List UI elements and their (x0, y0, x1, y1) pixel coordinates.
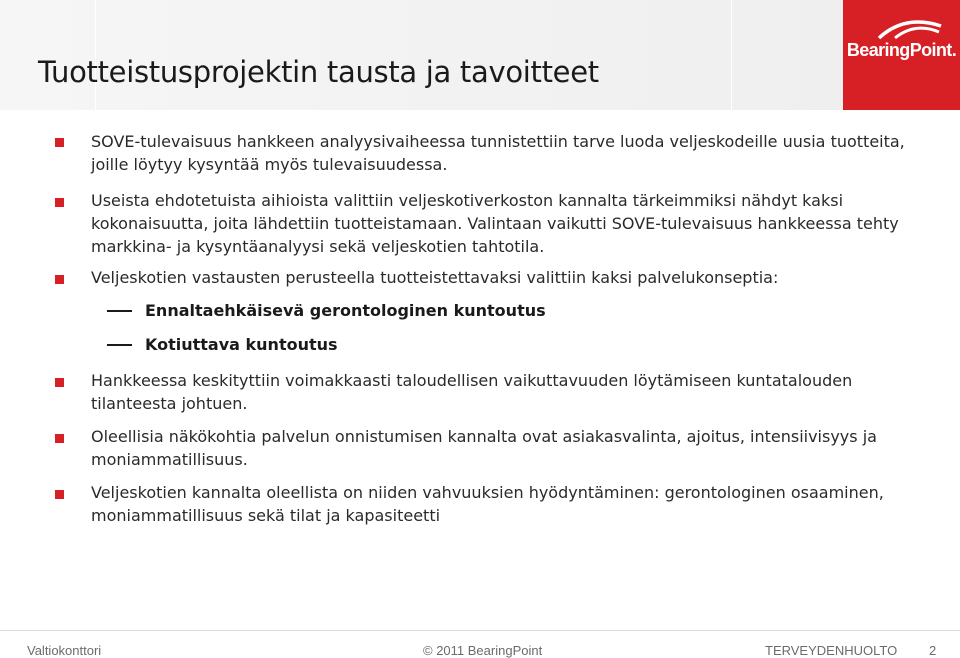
bullet-marker (55, 138, 64, 147)
page-number: 2 (929, 643, 937, 658)
bullet-marker (55, 490, 64, 499)
footer-copyright: © 2011 BearingPoint (423, 643, 543, 658)
sub-item: Ennaltaehkäisevä gerontologinen kuntoutus (145, 301, 546, 320)
page-title: Tuotteistusprojektin tausta ja tavoitteet (38, 55, 599, 89)
bullet-marker (55, 275, 64, 284)
logo-wordmark: BearingPoint. (846, 40, 957, 60)
bullet-text: Hankkeessa keskityttiin voimakkaasti taloudellisen vaikuttavuuden löytämiseen kuntatalouden tilanteesta johtuen. (91, 371, 853, 413)
bullet-text: Veljeskotien kannalta oleellista on niiden vahvuuksien hyödyntäminen: gerontologinen osaaminen, moniammatillisuus sekä tilat ja kapasiteetti (91, 483, 884, 525)
bullet-text: SOVE-tulevaisuus hankkeen analyysivaiheessa tunnistettiin tarve luoda veljeskodeille uusia tuotteita, joille löytyy kysyntää myös tulevaisuudessa. (91, 132, 905, 174)
bullet-text: Useista ehdotetuista aihioista valittiin veljeskotiverkoston kannalta tärkeimmiksi nähdyt kaksi kokonaisuutta, joita lähdettiin tuotteistamaan. Valintaan vaikutti SOVE-tulevaisuus hankkeessa tehty markkina- ja kysyntäanalyysi sekä veljeskotien tahtotila. (91, 191, 899, 256)
sub-item: Kotiuttava kuntoutus (145, 335, 338, 354)
bullet-marker (55, 198, 64, 207)
bullet-text: Oleellisia näkökohtia palvelun onnistumisen kannalta ovat asiakasvalinta, ajoitus, intensiivisyys ja moniammatillisuus. (91, 427, 877, 469)
footer-organization: Valtiokonttori (27, 643, 102, 658)
footer-divider (0, 630, 960, 631)
bullet-marker (55, 434, 64, 443)
bullet-text: Veljeskotien vastausten perusteella tuotteistettavaksi valittiin kaksi palvelukonseptia: (91, 268, 779, 287)
bullet-marker (55, 378, 64, 387)
footer-section-label: TERVEYDENHUOLTO (765, 643, 898, 658)
sub-bullet-dash (107, 310, 132, 312)
sub-bullet-dash (107, 344, 132, 346)
